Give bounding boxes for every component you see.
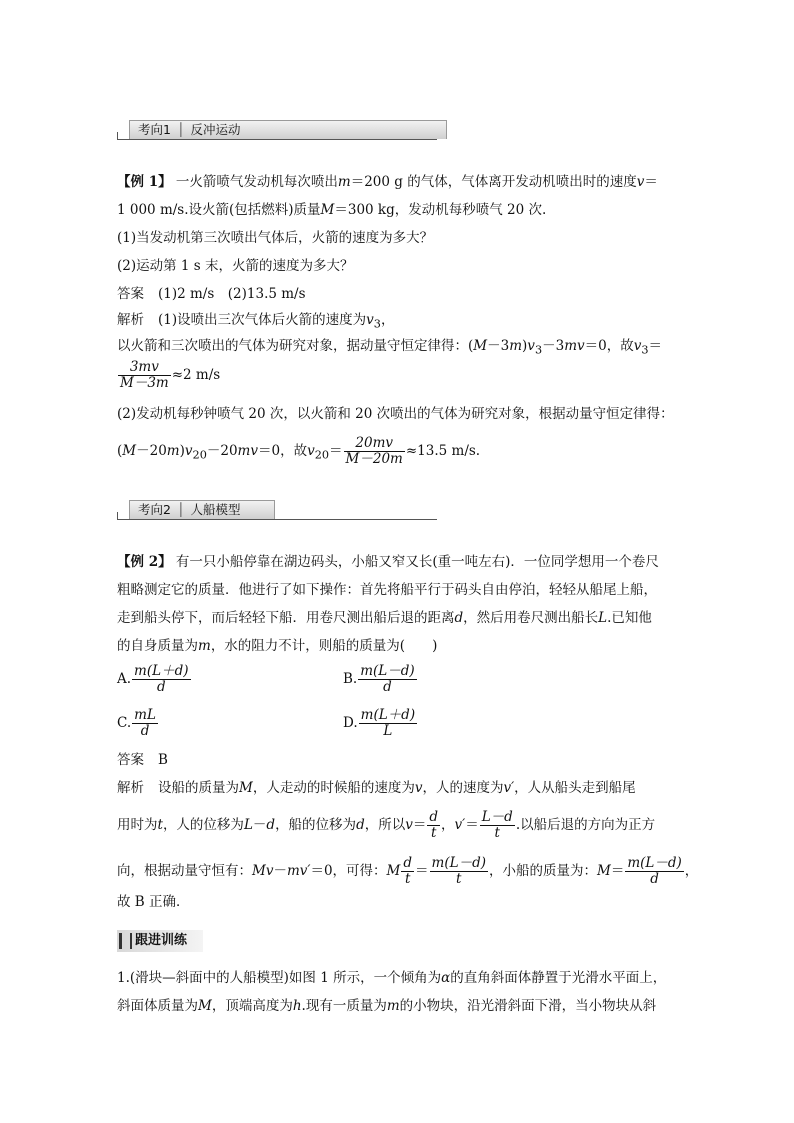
banner-rule <box>117 519 437 520</box>
var: M <box>473 338 488 354</box>
text: －3 <box>542 338 565 354</box>
var: mv′ <box>286 863 311 879</box>
var: v′ <box>503 780 515 796</box>
numerator: m(L＋d) <box>134 663 189 679</box>
q1-line-2 <box>117 996 656 1016</box>
text: ，人的位移为 <box>162 817 244 833</box>
banner-tick <box>117 512 128 520</box>
text: ＝ <box>644 174 658 190</box>
option-a[interactable] <box>117 664 192 695</box>
text: 有一只小船停靠在湖边码头，小船又窄又长(重一吨左右)．一位同学想用一个卷尺 <box>175 554 659 570</box>
var: L <box>598 610 608 626</box>
var: v <box>184 443 193 459</box>
fraction <box>430 856 488 887</box>
text: .现有一质量为 <box>301 998 387 1014</box>
banner-tag: 考向1 │ 反冲运动 <box>129 120 447 139</box>
q1-line-1 <box>117 968 666 988</box>
ex1-analysis-2 <box>117 336 662 361</box>
numerator: 20mv <box>344 436 405 452</box>
sub: 20 <box>314 448 330 462</box>
text: 设船的质量为 <box>158 780 239 796</box>
section-title: 反冲运动 <box>190 122 241 137</box>
text: 走到船头停下，而后轻轻下船．用卷尺测出船后退的距离 <box>117 610 455 626</box>
var: M <box>122 443 137 459</box>
heading-marks <box>119 933 132 949</box>
var: d <box>454 610 464 626</box>
numerator: m(L－d) <box>431 855 486 871</box>
ex1-analysis-5 <box>117 436 480 467</box>
var: v <box>307 443 315 459</box>
option-b[interactable] <box>343 664 418 695</box>
ex1-answer <box>117 284 306 304</box>
banner-tick <box>117 132 128 140</box>
section-title: 人船模型 <box>190 502 241 517</box>
fraction <box>118 360 171 391</box>
ex2-label: 【例 2】 <box>117 554 172 570</box>
numerator: m(L－d) <box>360 663 415 679</box>
text: ) <box>522 338 528 354</box>
numerator: d <box>403 855 413 871</box>
banner-tag: 考向2 │ 人船模型 <box>129 500 275 519</box>
text: ＝ <box>465 817 479 833</box>
var: m <box>166 443 180 459</box>
text: 一火箭喷气发动机每次喷出 <box>175 174 338 190</box>
fraction <box>427 810 440 841</box>
numerator: 3mv <box>118 360 171 376</box>
text: －20 <box>206 443 238 459</box>
fraction <box>344 436 405 467</box>
text: － <box>273 863 287 879</box>
text: ，顶端高度为 <box>211 998 293 1014</box>
ex2-line-1 <box>117 552 659 572</box>
analysis-label: 解析 <box>117 780 144 796</box>
fraction <box>358 664 416 695</box>
text: ，人从船头走到船尾 <box>514 780 636 796</box>
fraction <box>132 664 190 695</box>
text: ，所以 <box>364 817 406 833</box>
text: － <box>252 817 267 833</box>
text: 用时为 <box>117 817 158 833</box>
ex1-analysis-3 <box>117 360 220 391</box>
denominator: d <box>140 723 150 739</box>
var: α <box>441 970 451 986</box>
ex1-question-2: (2)运动第 1 s 末，火箭的速度为多大？ <box>117 258 354 274</box>
text: 斜面体质量为 <box>117 998 198 1014</box>
text: ，人的速度为 <box>422 780 504 796</box>
numerator: L－d <box>481 809 513 825</box>
text: 以火箭和三次喷出的气体为研究对象，据动量守恒定律得：( <box>117 338 474 354</box>
text: 的直角斜面体静置于光滑水平面上， <box>450 970 667 986</box>
var: m <box>337 174 351 190</box>
numerator: mL <box>134 707 156 723</box>
text: －3 <box>487 338 510 354</box>
text: 的自身质量为 <box>117 638 198 654</box>
text: ，小船的质量为： <box>488 863 597 879</box>
var: mv <box>564 338 585 354</box>
var: m <box>198 638 211 654</box>
var: t <box>157 817 163 833</box>
text: ＝ <box>610 863 625 879</box>
answer-label: 答案 <box>117 752 144 768</box>
var: L <box>243 817 253 833</box>
ex1-question-1: (1)当发动机第三次喷出气体后，火箭的速度为多大？ <box>117 230 434 246</box>
denominator: t <box>404 871 411 887</box>
ex1-label: 【例 1】 <box>117 174 172 190</box>
ex2-analysis-4: 故 B 正确． <box>117 894 190 910</box>
text: ＝300 kg，发动机每秒喷气 20 次. <box>334 202 547 218</box>
text: 1 000 m/s.设火箭(包括燃料)质量 <box>117 202 321 218</box>
ex1-line-1 <box>117 172 658 192</box>
denominator: t <box>430 825 437 841</box>
text: ≈13.5 m/s. <box>405 443 481 459</box>
fraction <box>625 856 683 887</box>
text: ＝ <box>648 338 663 354</box>
answer-label: 答案 <box>117 286 144 302</box>
var: v <box>527 338 535 354</box>
text: ＝ <box>329 443 343 459</box>
var: d <box>356 817 365 833</box>
option-label: A. <box>117 671 132 687</box>
denominator: d <box>650 871 659 887</box>
var: v <box>405 817 413 833</box>
fraction <box>359 708 417 739</box>
text: ， <box>441 817 455 833</box>
var: v <box>414 780 423 796</box>
denominator: L <box>383 723 393 739</box>
denominator: M－3m <box>120 375 169 391</box>
var: M <box>239 780 253 796</box>
denominator: t <box>494 825 500 841</box>
denominator: d <box>156 679 166 695</box>
numerator: m(L－d) <box>627 855 682 871</box>
text: ＝0，故 <box>584 338 634 354</box>
option-label: C. <box>117 715 132 731</box>
option-c[interactable] <box>117 708 159 739</box>
text: ( <box>117 443 123 459</box>
section-number: 考向1 <box>138 122 171 137</box>
ex1-analysis-4: (2)发动机每秒钟喷气 20 次，以火箭和 20 次喷出的气体为研究对象，根据动量守恒定律得： <box>117 406 674 422</box>
fraction <box>401 856 414 887</box>
text: ，人走动的时候船的速度为 <box>252 780 415 796</box>
text: ≈2 m/s <box>171 367 221 383</box>
sub: 3 <box>641 343 649 357</box>
fraction <box>132 708 158 739</box>
text: －20 <box>136 443 167 459</box>
var: Mv <box>252 863 274 879</box>
ex1-line-2 <box>117 200 546 220</box>
ex2-line-2: 粗略测定它的质量．他进行了如下操作：首先将船平行于码头自由停泊，轻轻从船尾上船， <box>117 582 657 598</box>
var: v <box>636 174 645 190</box>
answer-text: B <box>158 752 168 768</box>
ex2-analysis-2 <box>117 810 655 841</box>
var: h <box>292 998 302 1014</box>
banner-rule <box>117 139 437 140</box>
text: 的小物块，沿光滑斜面下滑，当小物块从斜 <box>399 998 657 1014</box>
text: .以船后退的方向为正方 <box>515 817 656 833</box>
var: M <box>596 863 611 879</box>
var: v <box>633 338 642 354</box>
sub: 3 <box>534 343 543 357</box>
practice-heading <box>117 930 203 952</box>
text: ＝0，可得： <box>310 863 387 879</box>
text: .已知他 <box>607 610 652 626</box>
option-label: D. <box>343 715 358 731</box>
var: v′ <box>454 817 466 833</box>
numerator: m(L＋d) <box>360 707 416 723</box>
text: ＝ <box>412 817 427 833</box>
text: ＝ <box>415 863 429 879</box>
text: ，然后用卷尺测出船长 <box>463 610 599 626</box>
text: ) <box>179 443 185 459</box>
option-label: B. <box>343 671 358 687</box>
practice-heading-title: 跟进训练 <box>135 933 188 948</box>
ex2-answer <box>117 750 168 770</box>
denominator: M－20m <box>345 451 403 467</box>
sub: 3 <box>373 317 381 331</box>
answer-text: (1)2 m/s (2)13.5 m/s <box>158 286 306 302</box>
text: ＝200 g 的气体，气体离开发动机喷出时的速度 <box>350 174 637 190</box>
text: ＝0，故 <box>257 443 308 459</box>
text: ，水的阻力不计，则船的质量为( ) <box>210 638 438 654</box>
ex2-analysis-1 <box>117 778 636 798</box>
section-banner-1 <box>117 118 437 140</box>
var: M <box>386 863 401 879</box>
sub: 20 <box>192 448 207 462</box>
ex2-line-4 <box>117 636 437 656</box>
var: mv <box>237 443 258 459</box>
var: M <box>320 202 335 218</box>
denominator: t <box>456 871 462 887</box>
section-banner-2 <box>117 498 437 520</box>
var: M <box>198 998 212 1014</box>
text: ， <box>380 312 395 328</box>
analysis-label: 解析 <box>117 312 144 328</box>
ex2-line-3 <box>117 608 652 628</box>
fraction <box>480 810 515 841</box>
var: m <box>509 338 523 354</box>
text: (1)设喷出三次气体后火箭的速度为 <box>158 312 367 328</box>
var: m <box>386 998 400 1014</box>
text: ，船的位移为 <box>275 817 357 833</box>
text: ， <box>684 863 699 879</box>
option-d[interactable] <box>343 708 418 739</box>
section-number: 考向2 <box>138 502 171 517</box>
var: d <box>266 817 276 833</box>
text: 1.(滑块—斜面中的人船模型)如图 1 所示，一个倾角为 <box>117 970 442 986</box>
text: 向，根据动量守恒有： <box>117 863 252 879</box>
ex2-analysis-3 <box>117 856 698 887</box>
var: v <box>366 312 374 328</box>
ex1-analysis-1 <box>117 310 394 335</box>
denominator: d <box>383 679 392 695</box>
numerator: d <box>429 809 439 825</box>
